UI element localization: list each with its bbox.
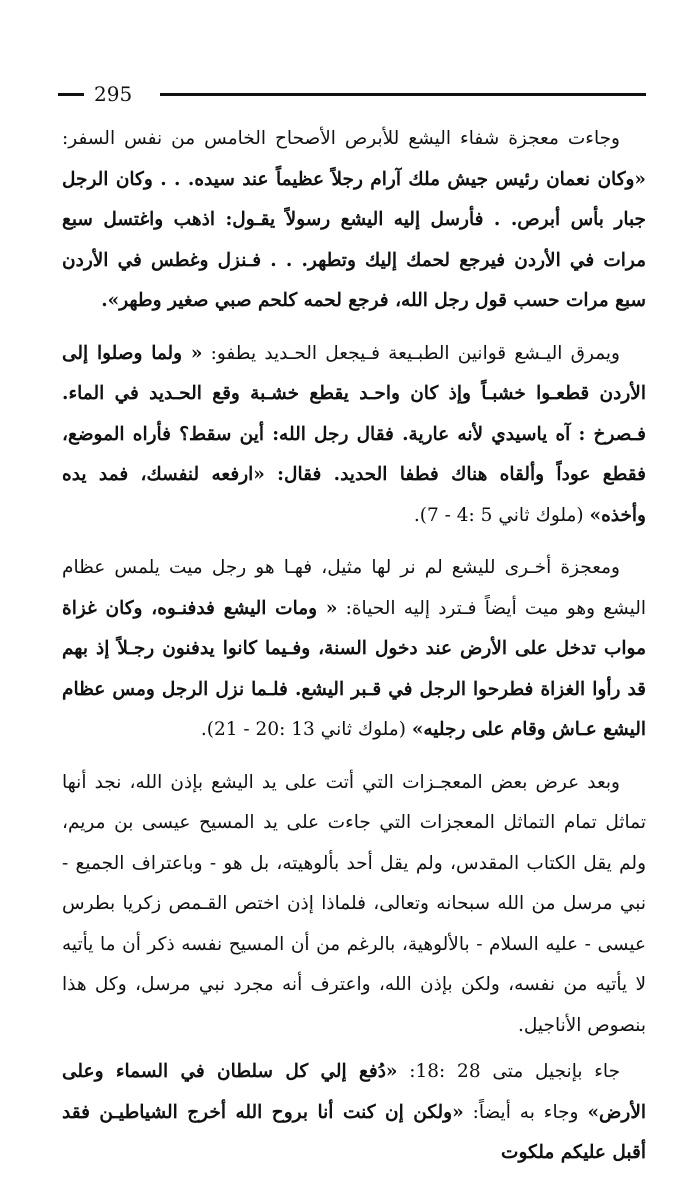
paragraph-naaman-miracle (62, 119, 646, 322)
quote-segment: «ولكن إن كنت أنا بروح الله أخرج الشياطيـن فقد أقبل عليكم ملكوت (62, 1101, 646, 1163)
header-rule-long (160, 93, 646, 96)
quote-segment: «وكان نعمان رئيس جيش ملك آرام رجلاً عظيماً عند سيده. . . وكان الرجل جبار بأس أبرص. . فأرسل إليه اليشع رسولاً يقـول: اذهب واغتسل سبع مرات في الأردن فيرجع لحمك إليك وتطهر. . . فـنزل وغطس في الأردن سبع مرات حسب قول رجل الله، فرجع لحمه كلحم صبي صغير وطهر». (62, 168, 646, 311)
quote-segment: «دُفع إلي كل سلطان في السماء وعلى الأرض» (62, 1061, 647, 1123)
header-rule-short (58, 93, 84, 96)
text-segment: وجاءت معجزة شفاء اليشع للأبرص الأصحاح الخامس من نفس السفر: (62, 128, 620, 149)
paragraph-matthew (62, 1052, 646, 1174)
paragraph-comparison (62, 763, 646, 1047)
text-segment: جاء بإنجيل متى 28 :18: (397, 1061, 621, 1082)
page-number: 295 (94, 82, 133, 106)
reference-segment: (ملوك ثاني 5 :4 - 7). (413, 504, 590, 526)
paragraph-bones-miracle (62, 548, 646, 751)
paragraph-floating-iron (62, 334, 646, 537)
reference-segment: (ملوك ثاني 13 :20 - 21). (200, 719, 412, 740)
body-text (62, 119, 646, 1186)
page-header (58, 82, 646, 106)
quote-segment: « ولما وصلوا إلى الأردن قطعـوا خشبـاً وإذ كان واحـد يقطع خشـبة وقع الحـديد في الماء. فـصرخ : آه ياسيدي لأنه عارية. فقال رجل الله: أين سقط؟ فأراه الموضع، فقطع عوداً وألقاه هناك فطفا الحديد. فقال: «ارفعه لنفسك، فمد يده وأخذه» (62, 342, 646, 526)
text-segment: وبعد عرض بعض المعجـزات التي أتت على يد اليشع بإذن الله، نجد أنها تماثل تمام التماثل المعجزات التي جاءت على يد المسيح عيسى بن مريم، ولم يقل الكتاب المقدس، ولم يقل أحد بألوهيته، بل هو - وباعتراف الجميع - نبي مرسل من الله سبحانه وتعالى، فلماذا إذن اختص القـمص زكريا بطرس عيسى - عليه السلام - بالألوهية، بالرغم من أن المسيح نفسه ذكر أن ما يأتيه لا يأتيه من نفسه، ولكن بإذن الله، واعترف أنه مجرد نبي مرسل، وكل هذا بنصوص الأناجيل. (62, 771, 646, 1036)
text-segment: ويمرق اليـشع قوانين الطبـيعة فـيجعل الحـديد يطفو: (202, 342, 620, 364)
text-segment: ومعجزة أخـرى لليشع لم نر لها مثيل، فهـا هو رجل ميت يلمس عظام اليشع وهو ميت أيضاً فـترد إليه الحياة: (62, 557, 647, 619)
quote-segment: « ومات اليشع فدفنـوه، وكان غزاة مواب تدخل على الأرض عند دخول السنة، وفـيما كانوا يدفنون رجـلاً إذ بهم قد رأوا الغزاة فطرحوا الرجل في قـبر اليشع. فلـما نزل الرجل ومس عظام اليشع عـاش وقام على رجليه» (62, 597, 646, 740)
text-segment: وجاء به أيضاً: (463, 1101, 588, 1123)
